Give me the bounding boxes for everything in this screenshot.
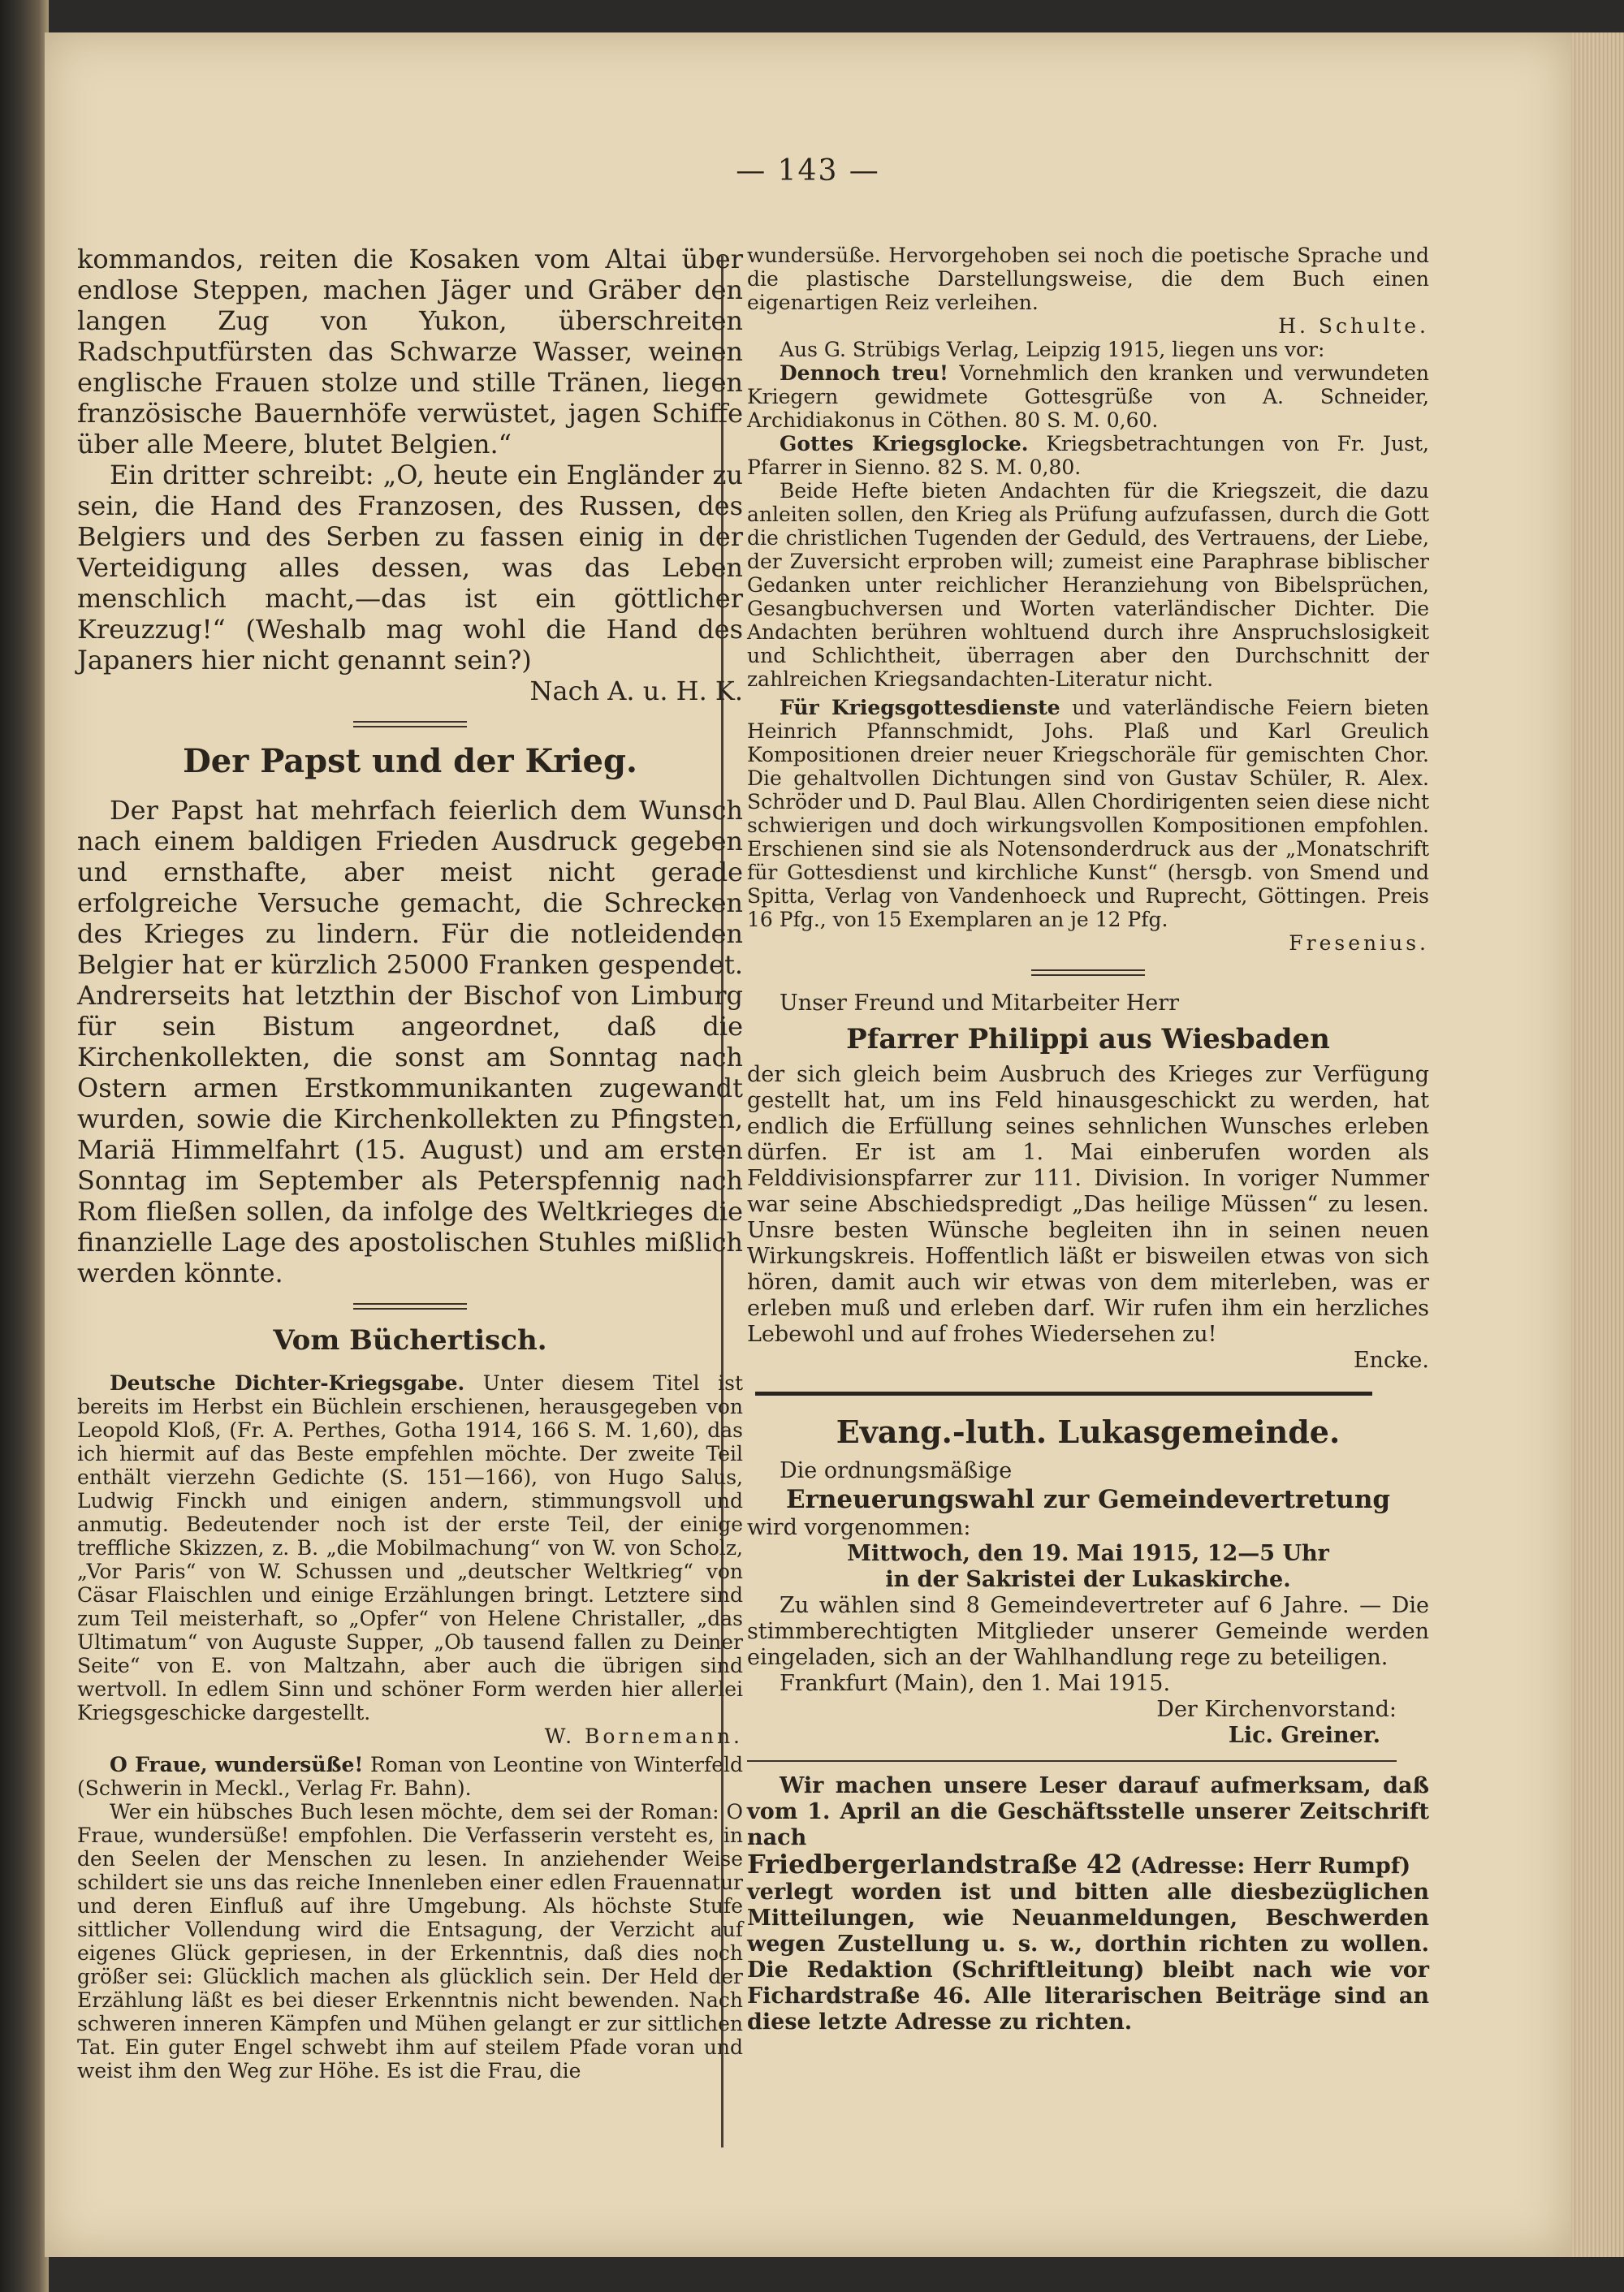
section-separator: [1031, 969, 1145, 976]
paragraph: Der Papst hat mehrfach feierlich dem Wunsch nach einem baldigen Frieden Ausdruck gegeben und ernsthafte, aber meist nicht gerade erfolgreiche Versuche gemacht, die Schrecken des Krieges zu lindern. Für die notleidenden Belgier hat er kürzlich 25000 Franken gespendet. Andrerseits hat letzthin der Bischof von Limburg für sein Bistum angeordnet, daß die Kirchenkollekten, die sonst am Sonntag nach Ostern armen Erstkommunikanten zugewandt wurden, sowie die Kirchenkollekten zu Pfingsten, Mariä Himmelfahrt (15. August) und am ersten Sonntag im September als Peterspfennig nach Rom fließen sollen, da infolge des Weltkrieges die finanzielle Lage des apostolischen Stuhles mißlich werden könnte.: [77, 795, 743, 1288]
section-heading: Vom Büchertisch.: [273, 1324, 547, 1357]
address-street: Friedbergerlandstraße 42: [747, 1849, 1123, 1880]
left-column: [77, 244, 743, 2083]
book-title: O Fraue, wundersüße!: [110, 1753, 364, 1776]
book-title: Deutsche Dichter-Kriegsgabe.: [110, 1371, 465, 1395]
right-column: [747, 244, 1429, 2035]
announcement: verlegt worden ist und bitten alle diesbezüglichen Mitteilungen, wie Neuanmeldungen, Beschwerden wegen Zustellung u. s. w., dorthin richten zu wollen. Die Redaktion (Schriftleitung) bleibt nach wie vor Fichardstraße 46. Alle literarischen Beiträge sind an diese letzte Adresse zu richten.: [747, 1880, 1429, 2035]
signature: W. Bornemann.: [544, 1724, 743, 1748]
notice-title: Erneuerungswahl zur Gemeindevertretung: [785, 1485, 1391, 1514]
section-heading: Der Papst und der Krieg.: [183, 742, 637, 780]
paragraph: Wer ein hübsches Buch lesen möchte, dem sei der Roman: O Fraue, wundersüße! empfohlen. Die Verfasserin versteht es, in den Seelen der Menschen zu lesen. In anziehender Weise schildert sie uns das reiche Innenleben einer edlen Frauennatur und deren Einfluß auf ihre Umgebung. Als höchste Stufe sittlicher Vollendung wird die Entsagung, der Verzicht auf eigenes Glück gepriesen, in der Erkenntnis, daß dies noch größer sei: Glücklich machen als glücklich sein. Der Held der Erzählung läßt es bei dieser Erkenntnis nicht bewenden. Nach schweren inneren Kämpfen und Mühen gelangt er zur sittlichen Tat. Ein guter Engel schwebt ihm auf steilem Pfade voran und weist ihm den Weg zur Höhe. Es ist die Frau, die: [77, 1800, 743, 2083]
signature: H. Schulte.: [1278, 314, 1429, 338]
book-title: Für Kriegsgottesdienste: [780, 696, 1060, 719]
section-heading: Pfarrer Philippi aus Wiesbaden: [846, 1023, 1330, 1055]
book-title: Dennoch treu!: [780, 361, 948, 385]
paragraph: kommandos, reiten die Kosaken vom Altai über endlose Steppen, machen Jäger und Gräber den langen Zug von Yukon, überschreiten Radschputfürsten das Schwarze Wasser, weinen englische Frauen stolze und stille Tränen, liegen französische Bauernhöfe verwüstet, jagen Schiffe über alle Meere, blutet Belgien.“: [77, 244, 743, 460]
paragraph: wundersüße. Hervorgehoben sei noch die poetische Sprache und die plastische Darstellungsweise, die dem Buch einen eigenartigen Reiz verleihen.: [747, 244, 1429, 314]
review-paragraph: [77, 1753, 743, 1800]
review-text: Roman von Leontine von Winterfeld (Schwerin in Meckl., Verlag Fr. Bahn).: [77, 1753, 743, 1800]
paragraph: Unser Freund und Mitarbeiter Herr: [780, 991, 1180, 1016]
review-text: und vaterländische Feiern bieten Heinrich Pfannschmidt, Johs. Plaß und Karl Greulich Kompositionen dreier neuer Kriegschoräle für gemischten Chor. Die gehaltvollen Dichtungen sind von Gustav Schüler, R. Alex. Schröder und D. Paul Blau. Allen Chordirigenten seien diese nicht schwierigen und doch wirkungsvollen Kompositionen empfohlen. Erschienen sind sie als Notensonderdruck aus der „Monatschrift für Gottesdienst und kirchliche Kunst“ (hersgb. von Smend und Spitta, Verlag von Vandenhoeck und Ruprecht, Göttingen. Preis 16 Pfg., von 15 Exemplaren an je 12 Pfg.: [747, 696, 1429, 931]
signature: Nach A. u. H. K.: [529, 676, 743, 706]
page-number: — 143 —: [736, 154, 880, 188]
announcement: Wir machen unsere Leser darauf aufmerksam, daß vom 1. April an die Geschäftsstelle unserer Zeitschrift nach: [747, 1773, 1429, 1850]
review-text: Kriegsbetrachtungen von Fr. Just, Pfarrer in Sienno. 82 S. M. 0,80.: [747, 432, 1429, 479]
notice-signatory-role: Der Kirchenvorstand:: [1156, 1697, 1397, 1722]
section-rule: [755, 1392, 1372, 1396]
announcement-address: [747, 1851, 1429, 1880]
paragraph: der sich gleich beim Ausbruch des Krieges zur Verfügung gestellt hat, um ins Feld hinausgeschickt zu werden, hat endlich die Erfüllung seines sehnlichen Wunsches erleben dürfen. Er ist am 1. Mai einberufen worden als Felddivisionspfarrer zur 111. Division. In voriger Nummer war seine Abschiedspredigt „Das heilige Müssen“ zu lesen. Unsre besten Wünsche begleiten ihn in seinen neuen Wirkungskreis. Hoffentlich läßt er bisweilen etwas von sich hören, damit auch wir etwas von dem miterleben, was er erleben muß und erleben darf. Wir rufen ihm ein herzliches Lebewohl und auf frohes Wiedersehen zu!: [747, 1062, 1429, 1347]
document-page: [45, 32, 1571, 2257]
notice-line: wird vorgenommen:: [747, 1515, 971, 1540]
book-title: Gottes Kriegsglocke.: [780, 432, 1029, 455]
paragraph: Beide Hefte bieten Andachten für die Kriegszeit, die dazu anleiten sollen, den Krieg als Prüfung aufzufassen, durch die Gott die christlichen Tugenden der Geduld, des Vertrauens, der Liebe, der Zuversicht erproben will; zumeist eine Paraphrase biblischer Gedanken unter reichlicher Heranziehung von Bibelsprüchen, Gesangbuchversen und Worten vaterländischer Dichter. Die Andachten berühren wohltuend durch ihre Anspruchslosigkeit und Schlichtheit, überragen aber den Durchschnitt der zahlreichen Kriegsandachten-Literatur nicht.: [747, 479, 1429, 691]
page-stack-edge: [1567, 32, 1624, 2257]
notice-signatory: Lic. Greiner.: [1228, 1723, 1380, 1748]
section-rule: [747, 1760, 1397, 1762]
book-binding-left: [0, 0, 49, 2292]
review-text: Vornehmlich den kranken und verwundeten Kriegern gewidmete Gottesgrüße von A. Schneider, Archidiakonus in Cöthen. 80 S. M. 0,60.: [747, 361, 1429, 432]
section-separator: [353, 721, 467, 727]
notice-line: Die ordnungsmäßige: [780, 1458, 1013, 1483]
paragraph: Aus G. Strübigs Verlag, Leipzig 1915, liegen uns vor:: [780, 338, 1325, 361]
review-paragraph: [747, 432, 1429, 479]
address-note: (Adresse: Herr Rumpf): [1122, 1854, 1411, 1879]
review-paragraph: [77, 1371, 743, 1724]
notice-place-date: Frankfurt (Main), den 1. Mai 1915.: [780, 1671, 1171, 1696]
section-heading: Evang.-luth. Lukasgemeinde.: [836, 1414, 1341, 1450]
review-paragraph: [747, 696, 1429, 931]
notice-location: in der Sakristei der Lukaskirche.: [885, 1567, 1291, 1592]
paragraph: Zu wählen sind 8 Gemeindevertreter auf 6 Jahre. — Die stimmberechtigten Mitglieder unserer Gemeinde werden eingeladen, sich an der Wahlhandlung rege zu beteiligen.: [747, 1593, 1429, 1670]
notice-date: Mittwoch, den 19. Mai 1915, 12—5 Uhr: [847, 1541, 1329, 1566]
review-paragraph: [747, 361, 1429, 432]
section-separator: [353, 1303, 467, 1310]
paragraph: Ein dritter schreibt: „O, heute ein Engländer zu sein, die Hand des Franzosen, des Russen, des Belgiers und des Serben zu fassen einig in der Verteidigung alles dessen, was das Leben menschlich macht,—das ist ein göttlicher Kreuzzug!“ (Weshalb mag wohl die Hand des Japaners hier nicht genannt sein?): [77, 460, 743, 676]
review-text: Unter diesem Titel ist bereits im Herbst ein Büchlein erschienen, herausgegeben von Leopold Kloß, (Fr. A. Perthes, Gotha 1914, 166 S. M. 1,60), das ich hiermit auf das Beste empfehlen möchte. Der zweite Teil enthält vierzehn Gedichte (S. 151—166), von Hugo Salus, Ludwig Finckh und einigen andern, stimmungsvoll und anmutig. Bedeutender noch ist der erste Teil, der einige treffliche Skizzen, z. B. „die Mobilmachung“ von W. von Scholz, „Vor Paris“ von W. Schussen und „deutscher Weltkrieg“ von Cäsar Flaischlen und einige Erzählungen bringt. Letztere sind zum Teil meisterhaft, so „Opfer“ von Helene Christaller, „das Ultimatum“ von Auguste Supper, „Ob tausend fallen zu Deiner Seite“ von E. von Maltzahn, aber auch die übrigen sind wertvoll. In edlem Sinn und schöner Form werden hier allerlei Kriegsgeschicke dargestellt.: [77, 1371, 743, 1724]
signature: Encke.: [1353, 1348, 1429, 1373]
signature: Fresenius.: [1289, 931, 1429, 955]
